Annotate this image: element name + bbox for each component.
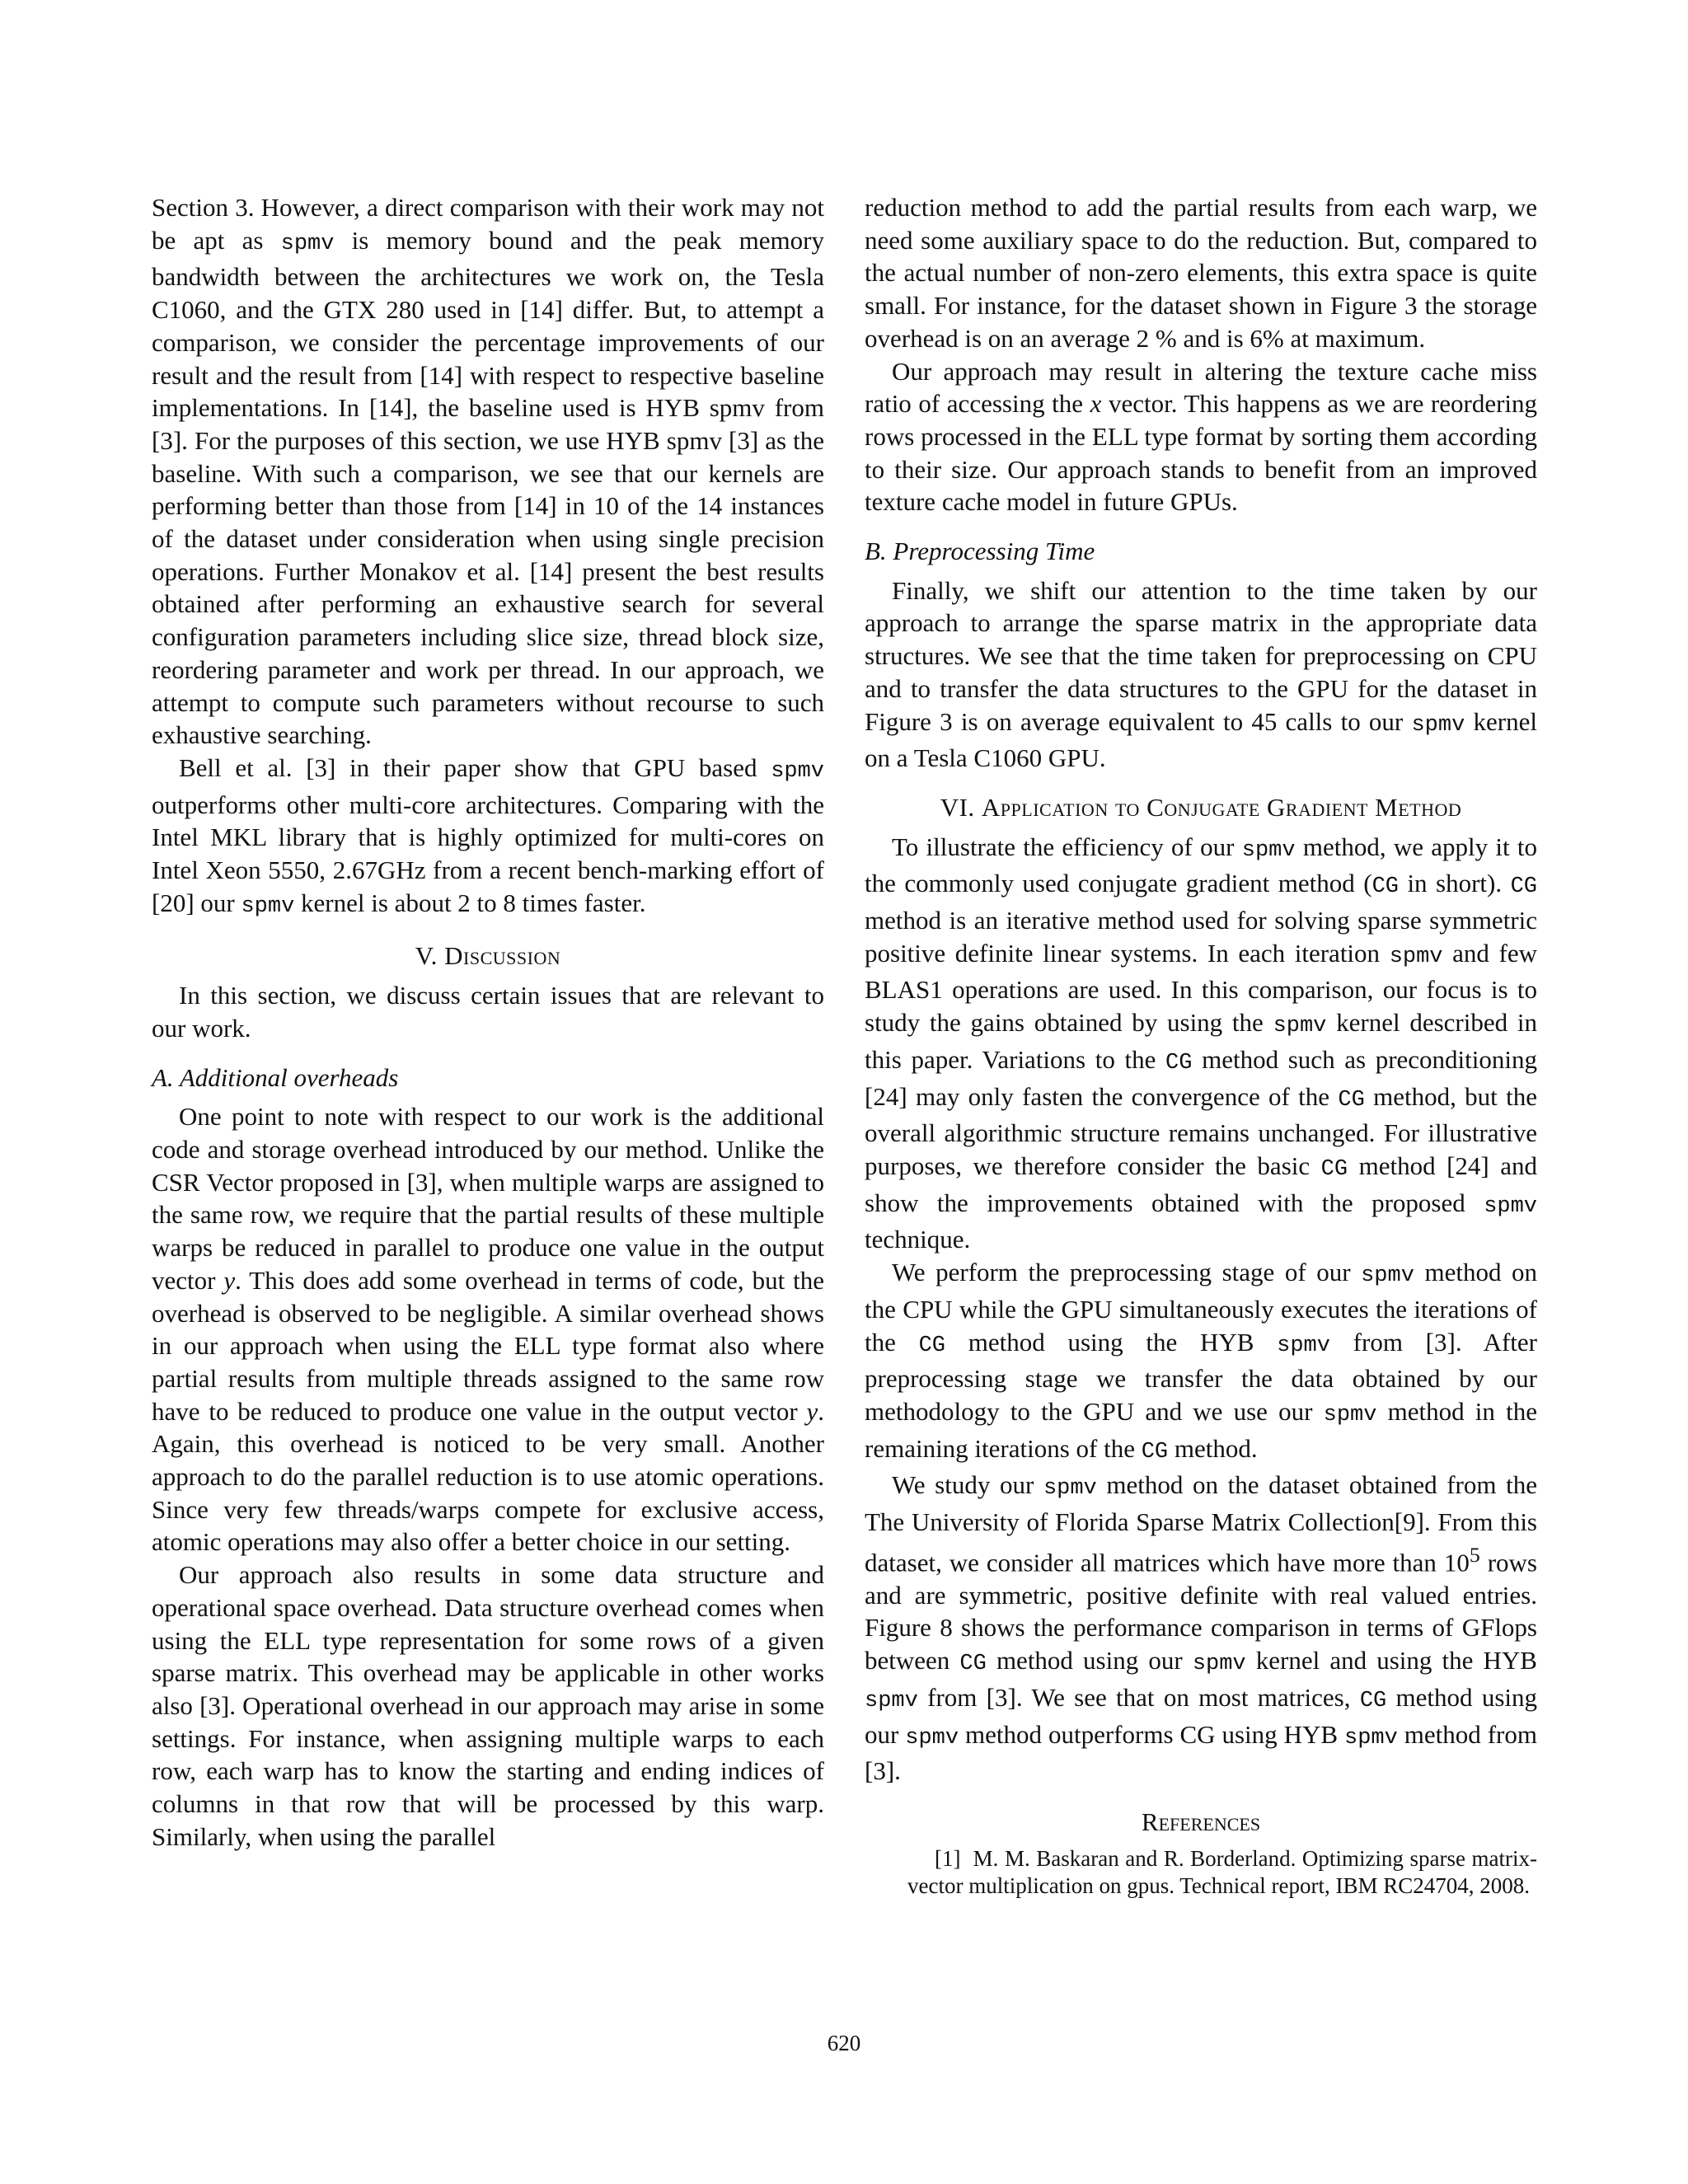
paragraph: We perform the preprocessing stage of our spmv method on the CPU while the GPU simultaneously executes the iterations of the CG method using the HYB spmv from [3]. After preprocessing stage we transfer the data obtained by our methodology to the GPU and we use our spmv method in the remaining iterations of the CG method. (865, 1258, 1537, 1465)
reference-item: [1] M. M. Baskaran and R. Borderland. Optimizing sparse matrix-vector multiplication on gpus. Technical report, IBM RC24704, 2008. (907, 1845, 1537, 1898)
paragraph: One point to note with respect to our work is the additional code and storage overhead introduced by our method. Unlike the CSR Vector proposed in [3], when multiple warps are assigned to the same row, we require that the partial results of these multiple warps be reduced in parallel to produce one value in the output vector y. This does add some overhead in terms of code, but the overhead is observed to be negligible. A similar overhead shows in our approach when using the ELL type format also where partial results from multiple threads assigned to the same row have to be reduced to produce one value in the output vector y. Again, this overhead is noticed to be very small. Another approach to do the parallel reduction is to use atomic operations. Since very few threads/warps compete for exclusive access, atomic operations may also offer a better choice in our setting. (152, 1102, 824, 1557)
paragraph: We study our spmv method on the dataset obtained from the The University of Florida Sparse Matrix Collection[9]. From this dataset, we consider all matrices which have more than $10^5$ rows and are symmetric, positive definite with real valued entries. Figure 8 shows the performance comparison in terms of GFlops between CG method using our spmv kernel and using the HYB spmv from [3]. We see that on most matrices, CG method using our spmv method outperforms CG using HYB spmv method from [3]. (865, 1470, 1537, 1786)
paragraph: Section 3. However, a direct comparison with their work may not be apt as spmv is memory bound and the peak memory bandwidth between the architectures we work on, the Tesla C1060, and the GTX 280 used in [14] differ. But, to attempt a comparison, we consider the percentage improvements of our result and the result from [14] with respect to respective baseline implementations. In [14], the baseline used is HYB spmv from [3]. For the purposes of this section, we use HYB spmv [3] as the baseline. With such a comparison, we see that our kernels are performing better than those from [14] in 10 of the 14 instances of the dataset under consideration when using single precision operations. Further Monakov et al. [14] present the best results obtained after performing an exhaustive search for several configuration parameters including slice size, thread block size, reordering parameter and work per thread. In our approach, we attempt to compute such parameters without recourse to such exhaustive searching. (152, 193, 824, 750)
references-heading: References (1141, 1807, 1261, 1836)
left-column (152, 191, 824, 1853)
page-number: 620 (827, 2031, 861, 2055)
paragraph: Our approach may result in altering the texture cache miss ratio of accessing the x vector. This happens as we are reordering rows processed in the ELL type format by sorting them according to their size. Our approach stands to benefit from an improved texture cache model in future GPUs. (865, 356, 1538, 517)
paragraph: Bell et al. [3] in their paper show that GPU based spmv outperforms other multi-core architectures. Comparing with the Intel MKL library that is highly optimized for multi-cores on Intel Xeon 5550, 2.67GHz from a recent bench-marking effort of [20] our spmv kernel is about 2 to 8 times faster. (152, 752, 824, 919)
subsection-heading: A. Additional overheads (152, 1062, 399, 1092)
paragraph: To illustrate the efficiency of our spmv method, we apply it to the commonly used conjugate gradient method (CG in short). CG method is an iterative method used for solving sparse symmetric positive definite linear systems. In each iteration spmv and few BLAS1 operations are used. In this comparison, our focus is to study the gains obtained by using the spmv kernel described in this paper. Variations to the CG method such as preconditioning [24] may only fasten the convergence of the CG method, but the overall algorithmic structure remains unchanged. For illustrative purposes, we therefore consider the basic CG method [24] and show the improvements obtained with the proposed spmv technique. (865, 832, 1538, 1254)
section-heading: V. Discussion (415, 941, 561, 971)
paragraph: Finally, we shift our attention to the time taken by our approach to arrange the sparse matrix in the appropriate data structures. We see that the time taken for preprocessing on CPU and to transfer the data structures to the GPU for the dataset in Figure 3 is on average equivalent to 45 calls to our spmv kernel on a Tesla C1060 GPU. (865, 575, 1537, 773)
subsection-heading: B. Preprocessing Time (865, 537, 1095, 566)
paragraph: reduction method to add the partial results from each warp, we need some auxiliary space to do the reduction. But, compared to the actual number of non-zero elements, this extra space is quite small. For instance, for the dataset shown in Figure 3 the storage overhead is on an average 2 % and is 6% at maximum. (865, 193, 1537, 353)
right-column (865, 191, 1537, 1900)
paragraph: In this section, we discuss certain issues that are relevant to our work. (152, 981, 824, 1043)
paragraph: Our approach also results in some data structure and operational space overhead. Data structure overhead comes when using the ELL type representation for some rows of a given sparse matrix. This overhead may be applicable in other works also [3]. Operational overhead in our approach may arise in some settings. For instance, when assigning multiple warps to each row, each warp has to know the starting and ending indices of columns in that row that will be processed by this warp. Similarly, when using the parallel (152, 1560, 824, 1851)
section-heading: VI. Application to Conjugate Gradient Method (940, 792, 1462, 822)
